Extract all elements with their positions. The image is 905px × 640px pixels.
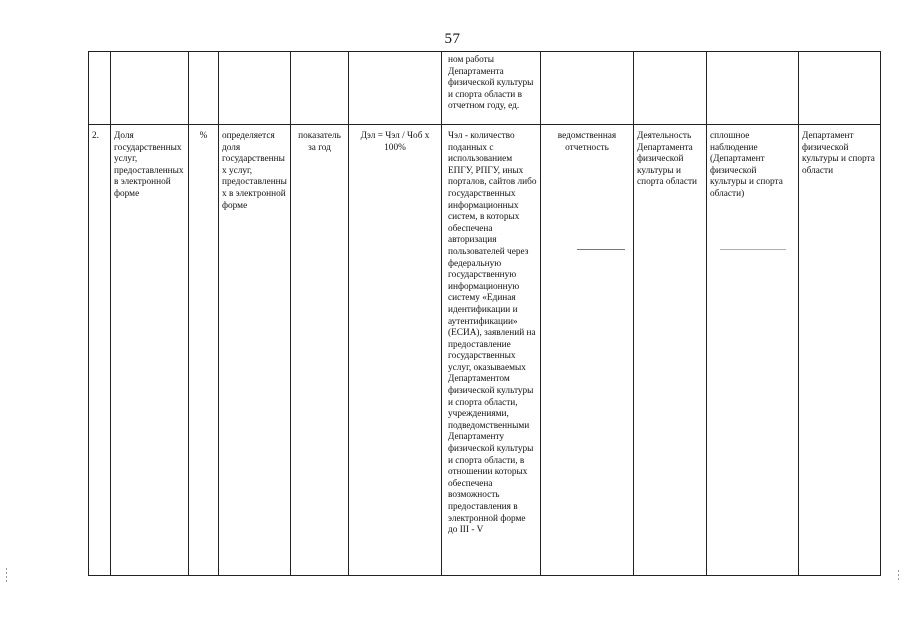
indicator-data-source: ведомственная отчетность <box>541 125 634 576</box>
left-edge-mark <box>6 568 7 582</box>
right-edge-mark <box>898 570 899 582</box>
indicator-periodicity: показатель за год <box>291 125 349 576</box>
indicator-table <box>88 51 881 576</box>
indicator-formula: Дэл = Чэл / Чоб х 100% <box>349 125 442 576</box>
cell-unit <box>189 52 219 125</box>
cell-definition <box>219 52 291 125</box>
indicator-name: Доля государственных услуг, предоставленных в электронной форме <box>111 125 189 576</box>
cell-formula-description: ном работы Департамента физической культуры и спорта области в отчетном году, ед. <box>442 52 541 125</box>
cell-name <box>111 52 189 125</box>
indicator-data-basis: Деятельность Департамента физической культуры и спорта области <box>634 125 707 576</box>
indicator-number: 2. <box>89 125 111 576</box>
indicator-definition: определяется доля государственных услуг, предоставленных в электронной форме <box>219 125 291 576</box>
cell-data-basis <box>634 52 707 125</box>
indicator-formula-description: Чэл - количество поданных с использованием ЕПГУ, РПГУ, иных порталов, сайтов либо государственных информационных систем, в которых обеспечена авторизация пользователей через федеральную государственную информационную систему «Единая идентификации и аутентификации» (ЕСИА), заявлений на предоставление государственных услуг, оказываемых Департаментом физической культуры и спорта области, учреждениями, подведомственными Департаменту физической культуры и спорта области, в отношении которых обеспечена возможность предоставления в электронной форме до III - V <box>442 125 541 576</box>
page-number: 57 <box>444 31 461 47</box>
indicator-observation-method: сплошное наблюдение (Департамент физической культуры и спорта области) <box>707 125 799 576</box>
cell-periodicity <box>291 52 349 125</box>
cell-observation-method <box>707 52 799 125</box>
continuation-row <box>89 52 881 125</box>
scan-mark-1 <box>577 249 625 250</box>
scan-mark-2 <box>720 249 786 250</box>
cell-number <box>89 52 111 125</box>
cell-formula <box>349 52 442 125</box>
indicator-row <box>89 125 881 576</box>
cell-data-source <box>541 52 634 125</box>
cell-responsible <box>799 52 881 125</box>
indicator-unit: % <box>189 125 219 576</box>
indicator-responsible: Департамент физической культуры и спорта области <box>799 125 881 576</box>
